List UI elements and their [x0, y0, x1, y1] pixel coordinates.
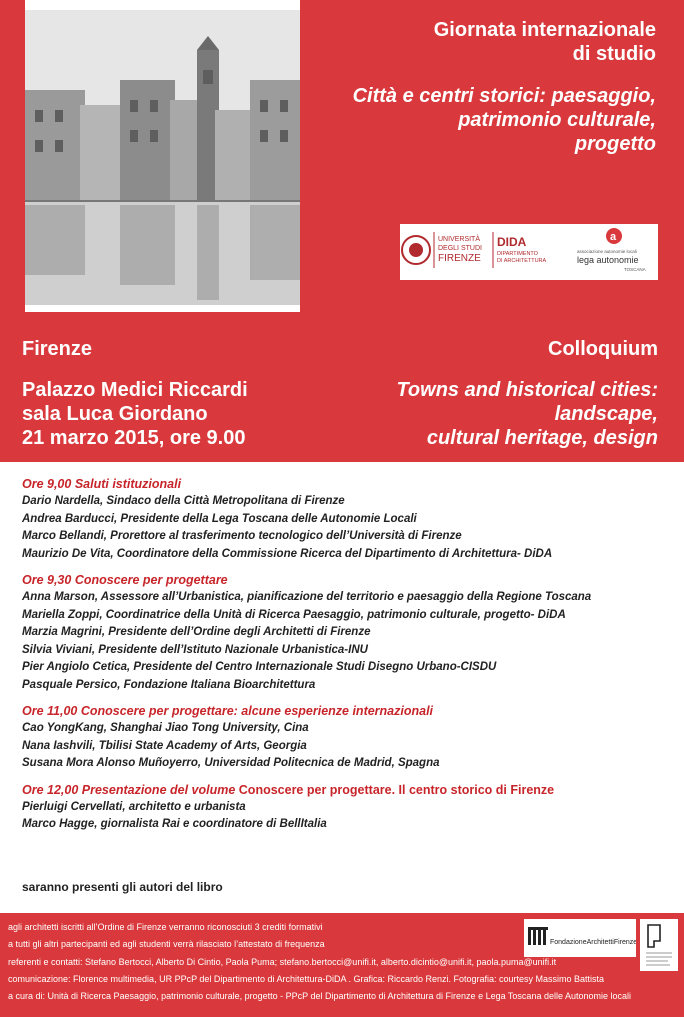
lega-autonomie-logo-icon	[606, 228, 622, 244]
photo-red-strip	[0, 0, 25, 312]
photo-illustration	[25, 10, 300, 305]
venue-line: Palazzo Medici Riccardi	[22, 379, 248, 401]
dida-label: DIPARTIMENTO	[497, 251, 538, 257]
title-line: di studio	[572, 43, 656, 65]
program-section	[22, 703, 662, 773]
photo-frame	[0, 0, 300, 312]
speaker-item: Nana Iashvili, Tbilisi State Academy of Arts, Georgia	[22, 739, 307, 752]
section-heading: Ore 9,30 Conoscere per progettare	[22, 573, 228, 587]
english-title-line: cultural heritage, design	[426, 427, 658, 449]
title-line: Giornata internazionale	[433, 19, 656, 41]
event-subtitle	[316, 84, 656, 156]
venue-date: 21 marzo 2015, ore 9.00	[22, 427, 246, 449]
authors-note: saranno presenti gli autori del libro	[22, 880, 223, 894]
footer	[0, 913, 684, 1017]
foundation-logo-label: FondazioneArchitettiFirenze	[550, 939, 636, 946]
speaker-item: Andrea Barducci, Presidente della Lega Toscana delle Autonomie Locali	[22, 512, 417, 525]
speaker-item: Mariella Zoppi, Coordinatrice della Unità di Ricerca Paesaggio, patrimonio culturale, progetto- DiDA	[22, 608, 566, 621]
subtitle-line: patrimonio culturale,	[458, 109, 656, 131]
florence-river-photo	[25, 10, 300, 305]
lega-label: associazione autonomie locali	[577, 249, 637, 254]
foundation-logo	[524, 919, 636, 957]
section-heading	[22, 782, 662, 799]
institution-logos	[400, 224, 658, 280]
speaker-item: Silvia Viviani, Presidente dell’Istituto Nazionale Urbanistica-INU	[22, 643, 368, 656]
footer-line: a tutti gli altri partecipanti ed agli studenti verrà rilasciato l’attestato di frequenza	[8, 939, 325, 950]
dida-label: DI ARCHITETTURA	[497, 258, 547, 264]
program-list	[22, 476, 662, 843]
colloquium-label: Colloquium	[548, 338, 658, 360]
subtitle-line: progetto	[574, 133, 656, 155]
footer-line: agli architetti iscritti all’Ordine di Firenze verranno riconosciuti 3 crediti formativi	[8, 922, 323, 932]
unifi-label: UNIVERSITÀ	[438, 236, 481, 243]
subtitle-line: Città e centri storici: paesaggio,	[352, 85, 656, 107]
speaker-item: Cao YongKang, Shanghai Jiao Tong University, Cina	[22, 722, 309, 734]
footer-line: comunicazione: Florence multimedia, UR PPcP del Dipartimento di Architettura-DiDA . Grafica: Riccardo Renzi. Fotografia: courtesy Massimo Battista	[8, 973, 605, 984]
program-section	[22, 476, 662, 563]
section-heading: Ore 11,00 Conoscere per progettare: alcune esperienze internazionali	[22, 704, 434, 718]
speaker-item: Pier Angiolo Cetica, Presidente del Centro Internazionale Studi Disegno Urbano-CISDU	[22, 661, 497, 673]
english-title-line: landscape,	[554, 403, 658, 425]
speaker-item: Maurizio De Vita, Coordinatore della Commissione Ricerca del Dipartimento di Architettura- DiDA	[22, 547, 553, 560]
speaker-item: Pierluigi Cervellati, architetto e urbanista	[22, 800, 246, 813]
venue-line: sala Luca Giordano	[22, 403, 208, 425]
svg-text:a: a	[610, 231, 617, 243]
program-section	[22, 572, 662, 694]
english-title-line: Towns and historical cities:	[396, 379, 658, 401]
footer-line: a cura di: Unità di Ricerca Paesaggio, patrimonio culturale, progetto - PPcP del Dipartimento di Architettura di Firenze e Lega Toscana delle Autonomie locali	[8, 991, 632, 1002]
section-heading: Ore 9,00 Saluti istituzionali	[22, 477, 182, 491]
event-title	[434, 18, 656, 66]
unifi-seal-icon	[402, 236, 430, 264]
book-title: Conoscere per progettare. Il centro storico di Firenze	[238, 782, 555, 797]
event-venue	[22, 378, 248, 450]
speaker-item: Marco Bellandi, Prorettore al trasferimento tecnologico dell’Università di Firenze	[22, 530, 462, 542]
lega-label: lega autonomie	[577, 255, 639, 265]
speaker-item: Anna Marson, Assessore all’Urbanistica, pianificazione del territorio e paesaggio della Regione Toscana	[22, 591, 592, 603]
unifi-label: FIRENZE	[438, 253, 481, 264]
section-heading-italic: Ore 12,00 Presentazione del volume	[22, 782, 236, 797]
speaker-item: Marco Hagge, giornalista Rai e coordinatore di BellItalia	[22, 818, 327, 830]
speaker-item: Marzia Magrini, Presidente dell’Ordine degli Architetti di Firenze	[22, 626, 371, 638]
order-architects-logo-icon	[640, 919, 678, 971]
speaker-item: Pasquale Persico, Fondazione Italiana Bioarchitettura	[22, 678, 316, 691]
speaker-item: Susana Mora Alonso Muñoyerro, Universidad Politecnica de Madrid, Spagna	[22, 757, 440, 769]
event-city: Firenze	[22, 338, 93, 360]
dida-label: DIDA	[497, 235, 527, 249]
footer-line: referenti e contatti: Stefano Bertocci, Alberto Di Cintio, Paola Puma; stefano.bertocci@unifi.it, alberto.dicintio@unifi.it, paola.puma@unifi.it	[8, 956, 557, 967]
foundation-bars-icon	[528, 927, 548, 945]
english-title	[396, 378, 658, 450]
unifi-label: DEGLI STUDI	[438, 245, 482, 252]
program-section	[22, 782, 662, 834]
speaker-item: Dario Nardella, Sindaco della Città Metropolitana di Firenze	[22, 495, 345, 507]
lega-label: TOSCANA	[624, 267, 646, 272]
